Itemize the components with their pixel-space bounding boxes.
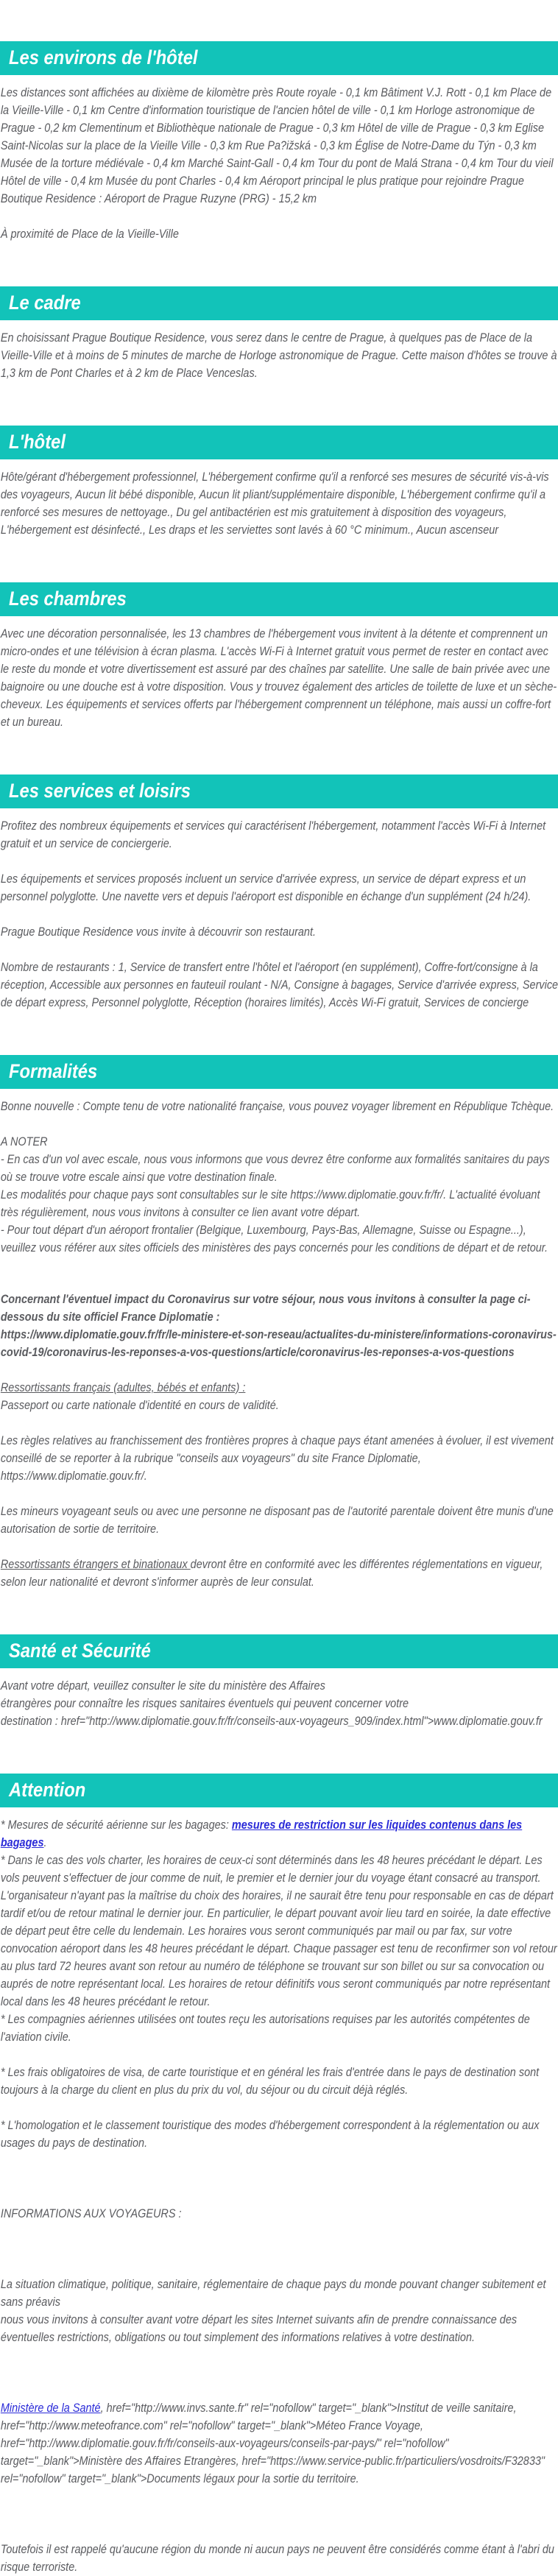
section-header-sante (0, 1634, 558, 1668)
frais-paragraph: * Les frais obligatoires de visa, de carte touristique et en général les frais d'entrée dans le pays de destination sont toujours à la charge du client en plus du prix du vol, du séjour ou du circuit déjà réglés. (0, 2065, 540, 2097)
covid-url: https://www.diplomatie.gouv.fr/fr/le-ministere-et-son-reseau/actualites-du-ministere/informations-coronavirus-covid-19/coronavirus-les-reponses-a-vos-questions/article/coronavirus-les-reponses-a-vos-questions (0, 1327, 557, 1359)
good-news-paragraph: Bonne nouvelle : Compte tenu de votre nationalité française, vous pouvez voyager librement en République Tchèque. (0, 1099, 554, 1113)
sante-line-1: Avant votre départ, veuillez consulter le site du ministère des Affaires (0, 1679, 325, 1693)
chambres-paragraph: Avec une décoration personnalisée, les 13 chambres de l'hébergement vous invitent à la détente et comprennent un micro-ondes et une télévision à écran plasma. L'accès Wi-Fi à Internet gratuit vous permet de rester en contact avec le reste du monde et votre divertissement est assuré par des chaînes par satellite. Une salle de bain privée avec une baignoire ou une douche est à votre disposition. Vous y trouvez également des articles de toilette de luxe et un sèche-cheveux. Les équipements et services offerts par l'hébergement comprennent un téléphone, mais aussi un coffre-fort et un bureau. (0, 627, 557, 729)
services-paragraph-1: Profitez des nombreux équipements et services qui caractérisent l'hébergement, notamment l'accès Wi-Fi à Internet gratuit et un service de conciergerie. (0, 819, 546, 850)
mineurs-paragraph: Les mineurs voyageant seuls ou avec une personne ne disposant pas de l'autorité parentale doivent être munis d'une autorisation de sortie de territoire. (0, 1504, 554, 1536)
section-body-attention (0, 1807, 558, 2576)
proximity-paragraph: À proximité de Place de la Vieille-Ville (0, 227, 179, 241)
informations-voyageurs-heading: INFORMATIONS AUX VOYAGEURS : (0, 2206, 182, 2220)
section-title-services: Les services et loisirs (9, 780, 191, 802)
section-attention (0, 1774, 558, 2576)
section-body-environs (0, 75, 558, 243)
section-body-cadre (0, 320, 558, 382)
terrorisme-paragraph: Toutefois il est rappelé qu'aucune région du monde ni aucun pays ne peuvent être considérés comme étant à l'abri du risque terroriste. (0, 2542, 554, 2574)
ressortissants-francais-block (1, 1379, 558, 1414)
liquids-restriction-link[interactable]: mesures de restriction sur les liquides contenus dans les bagages (0, 1818, 523, 1849)
section-services (0, 774, 558, 1012)
section-header-environs (0, 41, 558, 75)
section-title-environs: Les environs de l'hôtel (9, 46, 198, 68)
section-header-attention (0, 1774, 558, 1807)
situation-line-2: nous vous invitons à consulter avant votre départ les sites Internet suivants afin de prendre connaissance des éventuelles restrictions, obligations ou tout simplement des informations relatives à votre destination. (0, 2312, 518, 2344)
a-noter-line-2: Les modalités pour chaque pays sont consultables sur le site https://www.diplomatie.gouv.fr/fr/. L'actualité évoluant très régulièrement, nous vous invitons à consulter ce lien avant votre départ. (0, 1188, 540, 1219)
ministere-sante-link[interactable]: Ministère de la Santé (0, 2401, 101, 2415)
hotel-paragraph: Hôte/gérant d'hébergement professionnel, L'hébergement confirme qu'il a renforcé ses mesures de sécurité vis-à-vis des voyageurs, Aucun lit bébé disponible, Aucun lit pliant/supplémentaire disponible, L'hébergement confirme qu'il a renforcé ses mesures de nettoyage., Du gel antibactérien est mis gratuitement à disposition des voyageurs, L'hébergement est désinfecté., Les draps et les serviettes sont lavés à 60 °C minimum., Aucun ascenseur (0, 470, 549, 537)
regles-frontieres-paragraph: Les règles relatives au franchissement des frontières propres à chaque pays étant amenées à évoluer, il est vivement conseillé de se reporter à la rubrique "conseils aux voyageurs" du site France Diplomatie, https://www.diplomatie.gouv.fr/. (0, 1433, 554, 1483)
ressortissants-etrangers-label: Ressortissants étrangers et binationaux (0, 1557, 191, 1571)
a-noter-line-3: - Pour tout départ d'un aéroport frontalier (Belgique, Luxembourg, Pays-Bas, Allemagne, Suisse ou Espagne...), veuillez vous référer aux sites officiels des ministères des pays concernés pour les conditions de départ et de retour. (0, 1223, 548, 1255)
section-header-cadre (0, 286, 558, 320)
official-links-rest: , href="http://www.invs.sante.fr" rel="nofollow" target="_blank">Institut de veille sanitaire, href="http://www.meteofrance.com" rel="nofollow" target="_blank">Méteo France Voyage, href="http://www.diplomatie.gouv.fr/fr/conseils-aux-voyageurs/conseils-par-pays/" rel="nofollow" target="_blank">Ministère des Affaires Etrangères, href="https://www.service-public.fr/particuliers/vosdroits/F32833" rel="nofollow" target="_blank">Documents légaux pour la sortie du territoire. (0, 2401, 545, 2485)
section-formalites (0, 1055, 558, 1591)
section-sante (0, 1634, 558, 1730)
services-paragraph-4: Nombre de restaurants : 1, Service de transfert entre l'hôtel et l'aéroport (en supplément), Coffre-fort/consigne à la réception, Accessible aux personnes en fauteuil roulant - N/A, Consigne à bagages, Service d'arrivée express, Service de départ express, Personnel polyglotte, Réception (horaires limités), Accès Wi-Fi gratuit, Services de concierge (0, 960, 558, 1009)
ressortissants-etrangers-paragraph (1, 1556, 558, 1591)
section-title-sante: Santé et Sécurité (9, 1640, 151, 1662)
covid-notice-block (1, 1291, 558, 1361)
section-title-chambres: Les chambres (9, 587, 127, 610)
section-hotel (0, 426, 558, 539)
section-header-hotel (0, 426, 558, 459)
section-title-formalites: Formalités (9, 1060, 98, 1082)
bagages-suffix: . (43, 1835, 47, 1849)
services-paragraph-3: Prague Boutique Residence vous invite à découvrir son restaurant. (0, 925, 316, 939)
services-paragraph-2: Les équipements et services proposés incluent un service d'arrivée express, un service de départ express et un personnel polyglotte. Une navette vers et depuis l'aéroport est disponible en échange d'un supplément (24 h/24). (0, 872, 531, 903)
homologation-paragraph: * L'homologation et le classement touristique des modes d'hébergement correspondent à la réglementation ou aux usages du pays de destination. (0, 2118, 540, 2150)
section-chambres (0, 582, 558, 731)
section-body-sante (0, 1668, 558, 1730)
a-noter-line-1: - En cas d'un vol avec escale, nous vous informons que vous devrez être conforme aux formalités sanitaires du pays où se trouve votre escale ainsi que votre destination finale. (0, 1152, 550, 1184)
ressortissants-francais-text: Passeport ou carte nationale d'identité en cours de validité. (0, 1398, 279, 1412)
section-body-formalites (0, 1089, 558, 1591)
covid-intro: Concernant l'éventuel impact du Coronavirus sur votre séjour, nous vous invitons à consulter la page ci-dessous du site officiel France Diplomatie : (0, 1292, 531, 1324)
hotel-info-document (0, 41, 558, 2576)
distances-paragraph: Les distances sont affichées au dixième de kilomètre près Route royale - 0,1 km Bâtiment V.J. Rott - 0,1 km Place de la Vieille-Ville - 0,1 km Centre d'information touristique de l'ancien hôtel de ville - 0,1 km Horloge astronomique de Prague - 0,2 km Clementinum et Bibliothèque nationale de Prague - 0,3 km Hôtel de ville de Prague - 0,3 km Eglise Saint-Nicolas sur la place de la Vieille Ville - 0,3 km Rue Pa?ižská - 0,3 km Église de Notre-Dame du Týn - 0,3 km Musée de la torture médiévale - 0,4 km Marché Saint-Gall - 0,4 km Tour du pont de Malá Strana - 0,4 km Tour du vieil Hôtel de ville - 0,4 km Musée du pont Charles - 0,4 km Aéroport principal le plus pratique pour rejoindre Prague Boutique Residence : Aéroport de Prague Ruzyne (PRG) - 15,2 km (0, 85, 554, 205)
section-header-services (0, 774, 558, 808)
situation-block (1, 2276, 558, 2346)
bagages-prefix: * Mesures de sécurité aérienne sur les bagages: (0, 1818, 232, 1832)
section-header-chambres (0, 582, 558, 616)
compagnies-paragraph: * Les compagnies aériennes utilisées ont toutes reçu les autorisations requises par les autorités compétentes de l'aviation civile. (0, 2012, 530, 2044)
ressortissants-francais-label: Ressortissants français (adultes, bébés et enfants) : (0, 1380, 246, 1394)
a-noter-heading: A NOTER (0, 1135, 48, 1148)
section-body-services (0, 808, 558, 1012)
sante-line-2: étrangères pour connaître les risques sanitaires éventuels qui peuvent concerner votre (0, 1696, 409, 1710)
situation-line-1: La situation climatique, politique, sanitaire, réglementaire de chaque pays du monde pouvant changer subitement et sans préavis (0, 2277, 546, 2309)
official-links-paragraph (1, 2399, 558, 2488)
section-header-formalites (0, 1055, 558, 1089)
section-cadre (0, 286, 558, 382)
section-body-chambres (0, 616, 558, 731)
section-title-hotel: L'hôtel (9, 431, 66, 453)
sante-line-3: destination : href="http://www.diplomatie.gouv.fr/fr/conseils-aux-voyageurs_909/index.html">www.diplomatie.gouv.fr (0, 1714, 543, 1728)
ressortissants-etrangers-text: devront être en conformité avec les différentes réglementations en vigueur, selon leur nationalité et devront s'informer auprès de leur consulat. (0, 1557, 543, 1589)
a-noter-block (1, 1133, 558, 1257)
section-body-hotel (0, 459, 558, 539)
section-title-attention: Attention (9, 1779, 86, 1801)
section-environs (0, 41, 558, 243)
cadre-paragraph: En choisissant Prague Boutique Residence, vous serez dans le centre de Prague, à quelques pas de Place de la Vieille-Ville et à moins de 5 minutes de marche de Horloge astronomique de Prague. Cette maison d'hôtes se trouve à 1,3 km de Pont Charles et à 2 km de Place Venceslas. (0, 331, 557, 380)
section-title-cadre: Le cadre (9, 292, 81, 314)
charter-paragraph: * Dans le cas des vols charter, les horaires de ceux-ci sont déterminés dans les 48 heures précédant le départ. Les vols peuvent s'effectuer de jour comme de nuit, le premier et le dernier jour du voyage étant consacré au transport. L'organisateur n'ayant pas la maîtrise du choix des horaires, il ne saurait être tenu pour responsable en cas de départ tardif et/ou de retour matinal le dernier jour. En particulier, le départ pouvant avoir lieu tard en soirée, la date effective de départ peut être celle du lendemain. Les horaires vous seront communiqués par mail ou par fax, sur votre convocation aéroport dans les 48 heures précédant le départ. Chaque passager est tenu de reconfirmer son vol retour au plus tard 72 heures avant son retour au numéro de téléphone se trouvant sur son billet ou sur sa convocation ou auprés de notre représentant local. Les horaires de retour définitifs vous seront communiqués par notre représentant local dans les 48 heures précédant le retour. (0, 1853, 557, 2008)
bagages-paragraph (1, 1816, 558, 1852)
